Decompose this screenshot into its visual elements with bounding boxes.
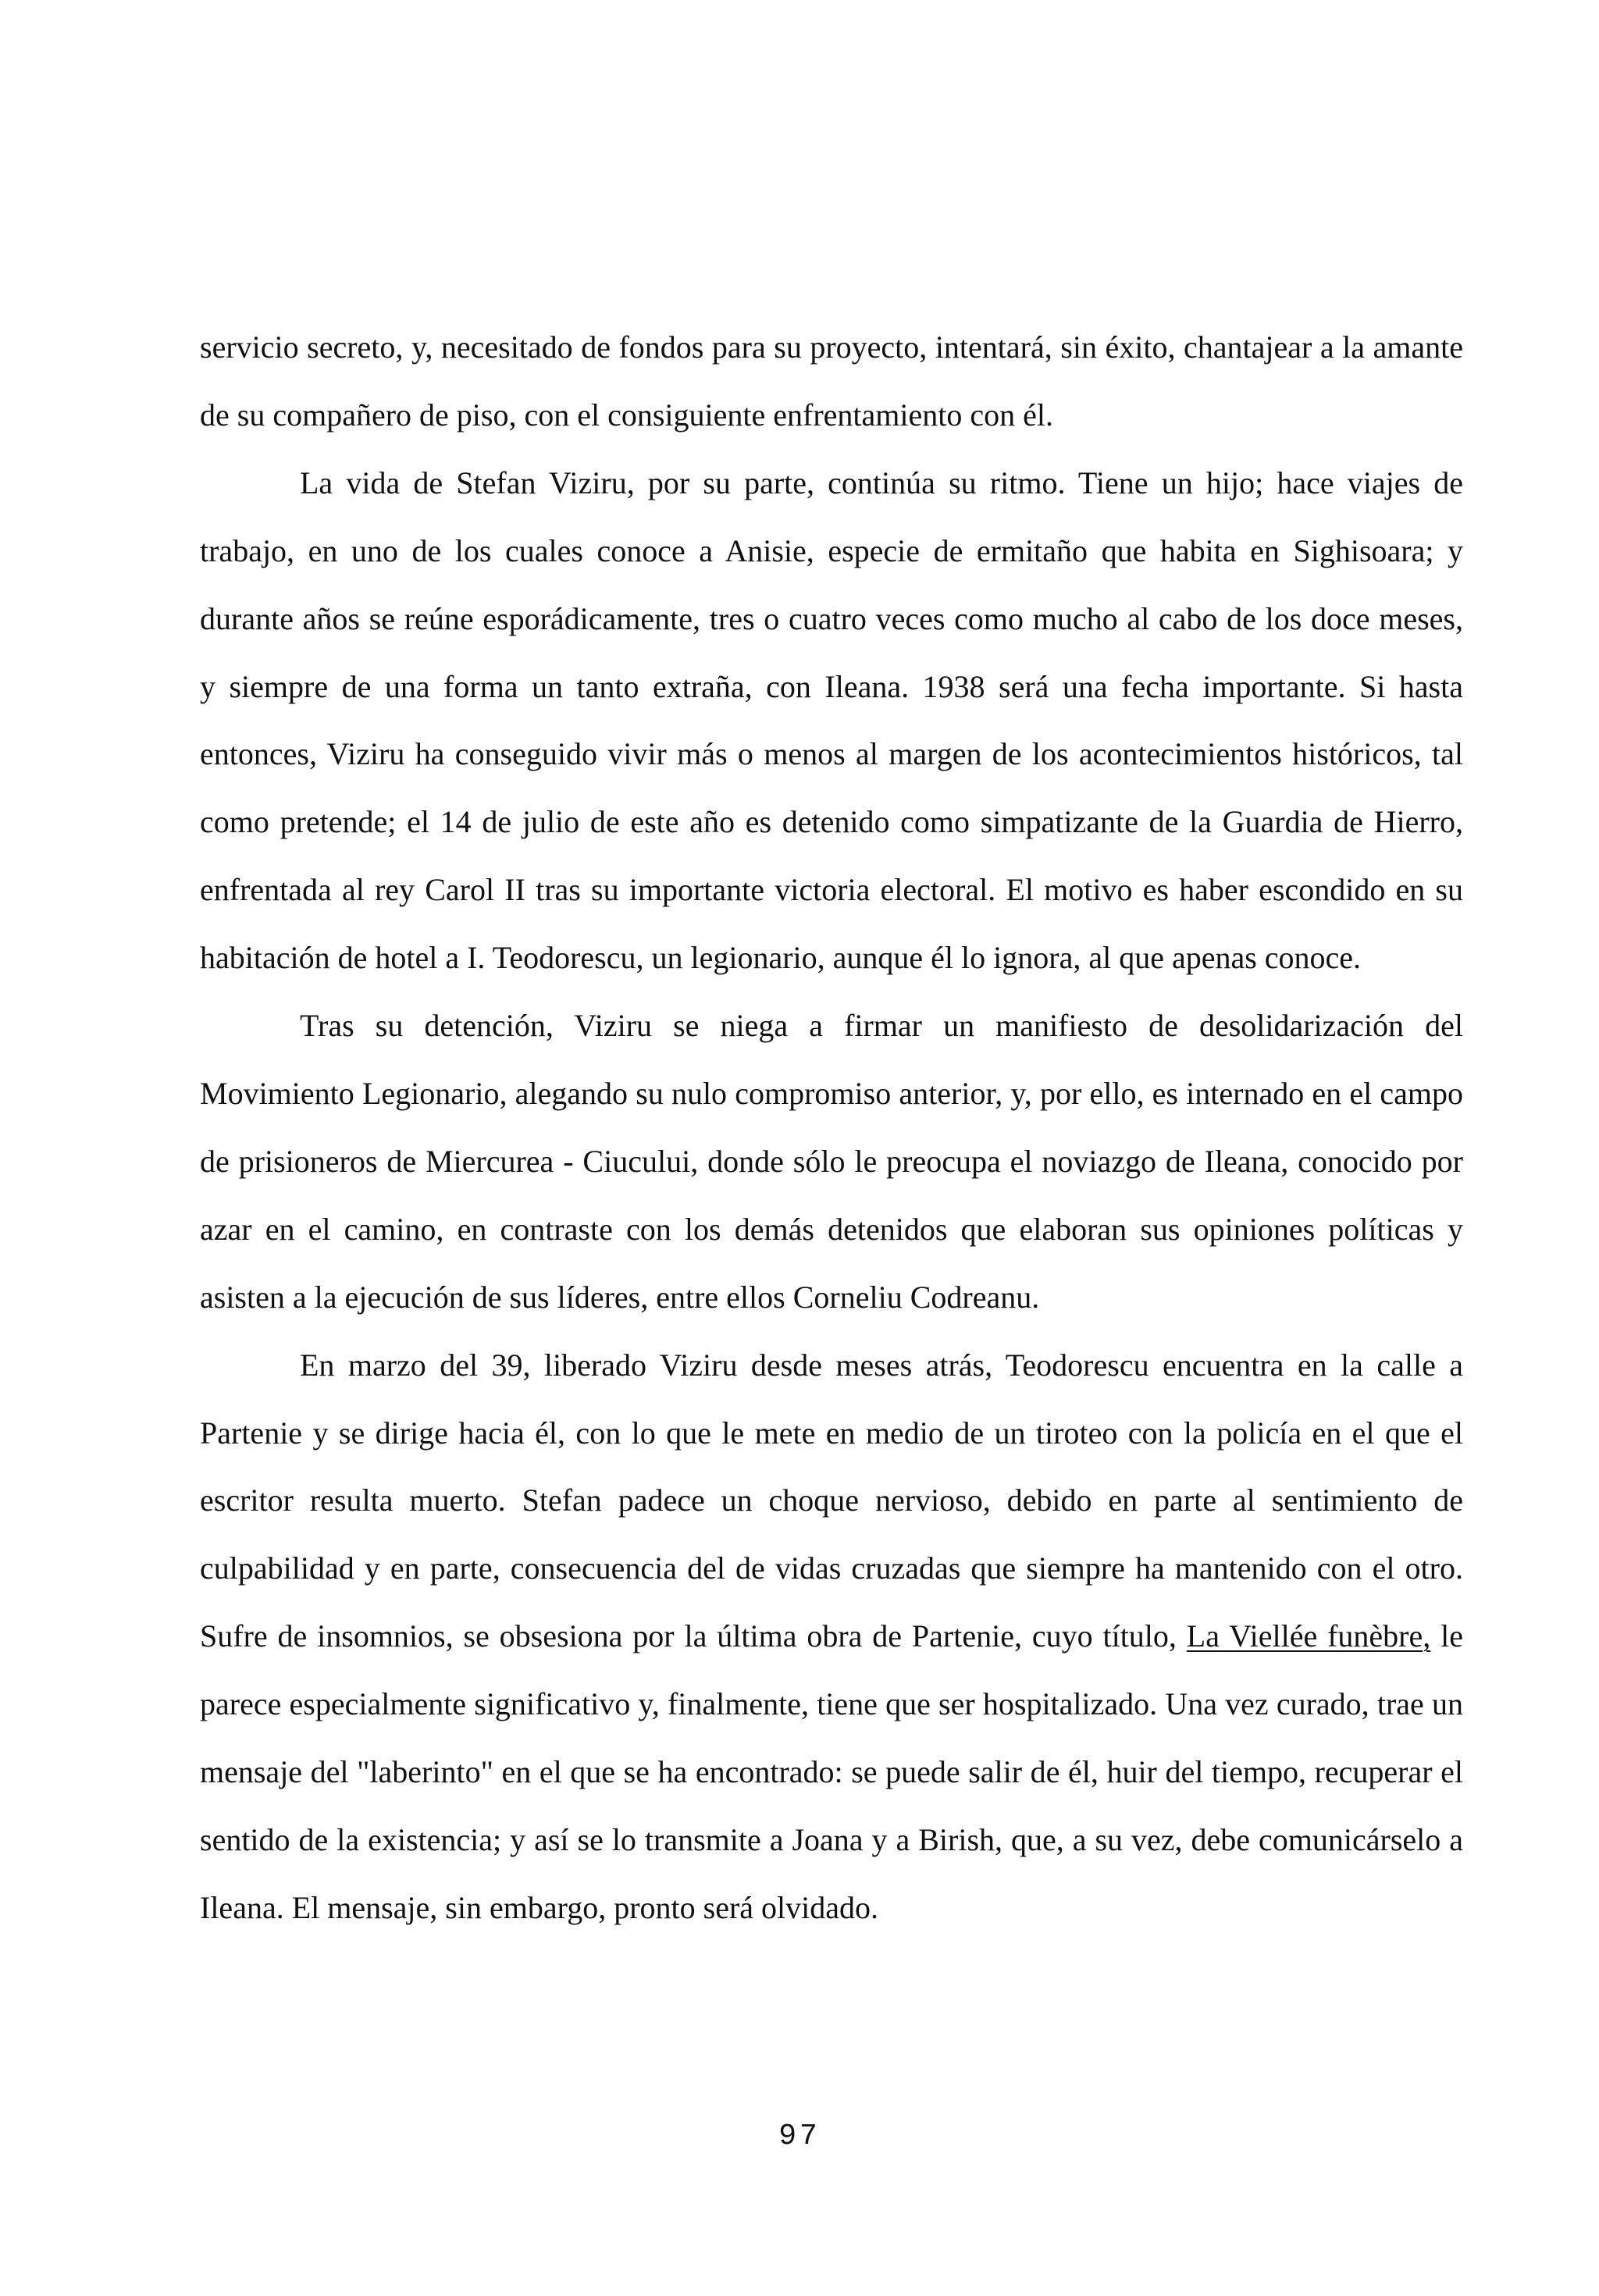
- body-text: [200, 314, 1463, 1942]
- paragraph-2: La vida de Stefan Viziru, por su parte, continúa su ritmo. Tiene un hijo; hace viajes de trabajo, en uno de los cuales conoce a Anisie, especie de ermitaño que habita en Sighisoara; y durante años se reúne esporádicamente, tres o cuatro veces como mucho al cabo de los doce meses, y siempre de una forma un tanto extraña, con Ileana. 1938 será una fecha importante. Si hasta entonces, Viziru ha conseguido vivir más o menos al margen de los acontecimientos históricos, tal como pretende; el 14 de julio de este año es detenido como simpatizante de la Guardia de Hierro, enfrentada al rey Carol II tras su importante victoria electoral. El motivo es haber escondido en su habitación de hotel a I. Teodorescu, un legionario, aunque él lo ignora, al que apenas conoce.: [200, 465, 1463, 976]
- paragraph-4-text-after: le parece especialmente significativo y, finalmente, tiene que ser hospitalizado. Una vez curado, trae un mensaje del "laberinto" en el que se ha encontrado: se puede salir de él, huir del tiempo, recuperar el sentido de la existencia; y así se lo transmite a Joana y a Birish, que, a su vez, debe comunicárselo a Ileana. El mensaje, sin embargo, pronto será olvidado.: [200, 1618, 1463, 1925]
- paragraph-1: servicio secreto, y, necesitado de fondos para su proyecto, intentará, sin éxito, chantajear a la amante de su compañero de piso, con el consiguiente enfrentamiento con él.: [200, 329, 1463, 433]
- book-title-underlined: La Viellée funèbre,: [1186, 1618, 1431, 1654]
- paragraph-3: Tras su detención, Viziru se niega a firmar un manifiesto de desolidarización del Movimiento Legionario, alegando su nulo compromiso anterior, y, por ello, es internado en el campo de prisioneros de Miercurea - Ciucului, donde sólo le preocupa el noviazgo de Ileana, conocido por azar en el camino, en contraste con los demás detenidos que elaboran sus opiniones políticas y asisten a la ejecución de sus líderes, entre ellos Corneliu Codreanu.: [200, 1008, 1463, 1315]
- paragraph-4: [200, 1332, 1463, 1942]
- page-number: 97: [778, 2120, 821, 2153]
- paragraph-4-text-before: En marzo del 39, liberado Viziru desde meses atrás, Teodorescu encuentra en la calle a Partenie y se dirige hacia él, con lo que le mete en medio de un tiroteo con la policía en el que el escritor resulta muerto. Stefan padece un choque nervioso, debido en parte al sentimiento de culpabilidad y en parte, consecuencia del de vidas cruzadas que siempre ha mantenido con el otro. Sufre de insomnios, se obsesiona por la última obra de Partenie, cuyo título,: [200, 1347, 1463, 1654]
